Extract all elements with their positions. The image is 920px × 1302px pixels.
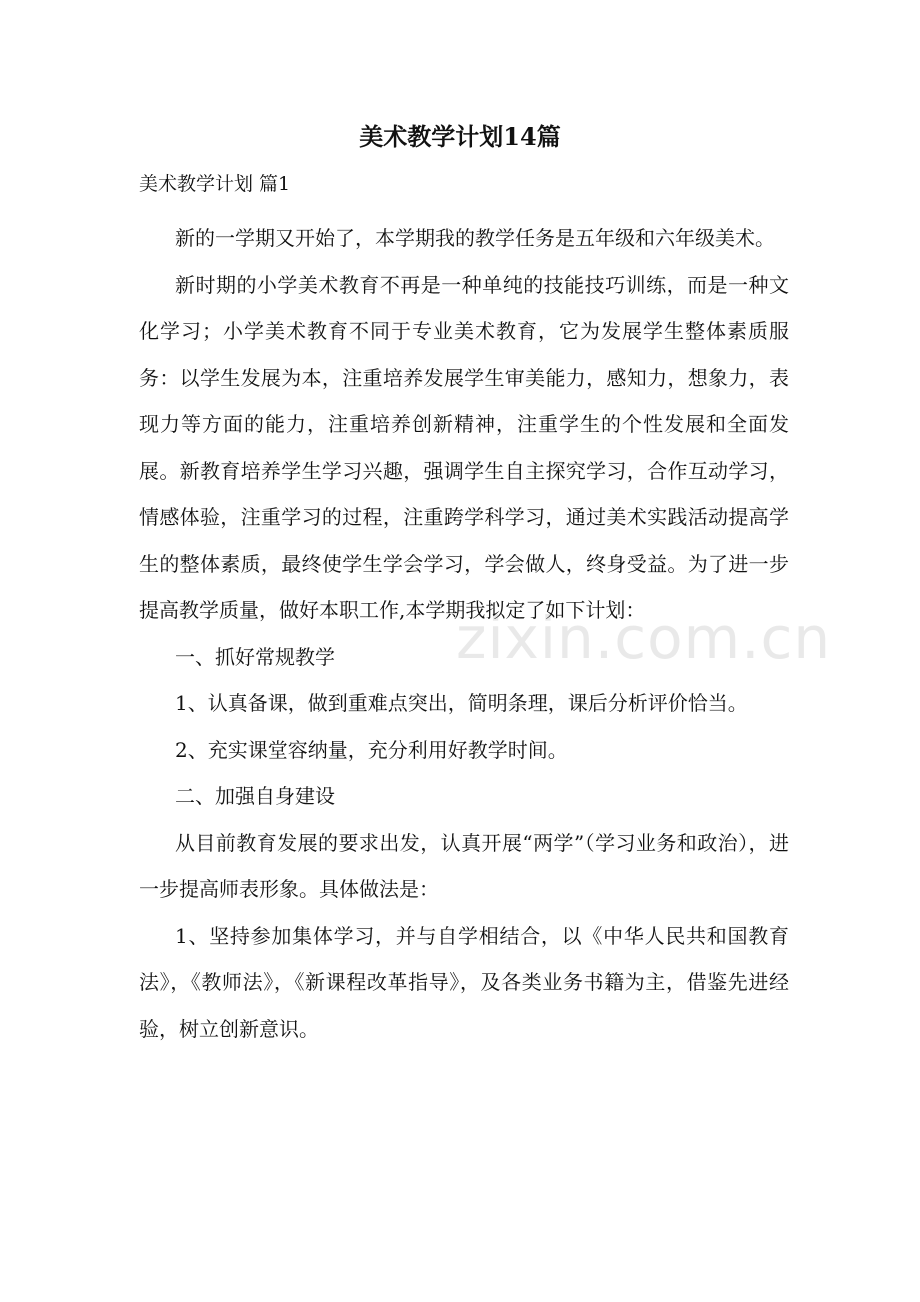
document-title: 美术教学计划14篇: [359, 122, 561, 151]
list-item: 2、充实课堂容纳量，充分利用好教学时间。: [175, 737, 568, 762]
paragraph-background: 新时期的小学美术教育不再是一种单纯的技能技巧训练，而是一种文化学习；小学美术教育不同于专业美术教育，它为发展学生整体素质服务：以学生发展为本，注重培养发展学生审美能力，感知力，想象力，表现力等方面的能力，注重培养创新精神，注重学生的个性发展和全面发展。新教育培养学生学习兴趣，强调学生自主探究学习，合作互动学习，情感体验，注重学习的过程，注重跨学科学习，通过美术实践活动提高学生的整体素质，最终使学生学会学习，学会做人，终身受益。为了进一步提高教学质量，做好本职工作,本学期我拟定了如下计划：: [139, 272, 789, 622]
section-heading: 美术教学计划 篇1: [139, 173, 291, 195]
document-body: [139, 166, 789, 1052]
list-item: 1、认真备课，做到重难点突出，简明条理，课后分析评价恰当。: [175, 691, 748, 715]
paragraph-self-development: 从目前教育发展的要求出发，认真开展“两学”（学习业务和政治），进一步提高师表形象。具体做法是：: [139, 830, 789, 901]
subheading-self-development: 二、加强自身建设: [175, 784, 335, 808]
subheading-routine-teaching: 一、抓好常规教学: [175, 644, 335, 669]
paragraph-intro: 新的一学期又开始了，本学期我的教学任务是五年级和六年级美术。: [175, 226, 775, 250]
watermark: zixin.com.cn: [456, 604, 832, 672]
list-item: 1、坚持参加集体学习，并与自学相结合，以《中华人民共和国教育法》，《教师法》，《新课程改革指导》，及各类业务书籍为主，借鉴先进经验，树立创新意识。: [139, 923, 789, 1041]
